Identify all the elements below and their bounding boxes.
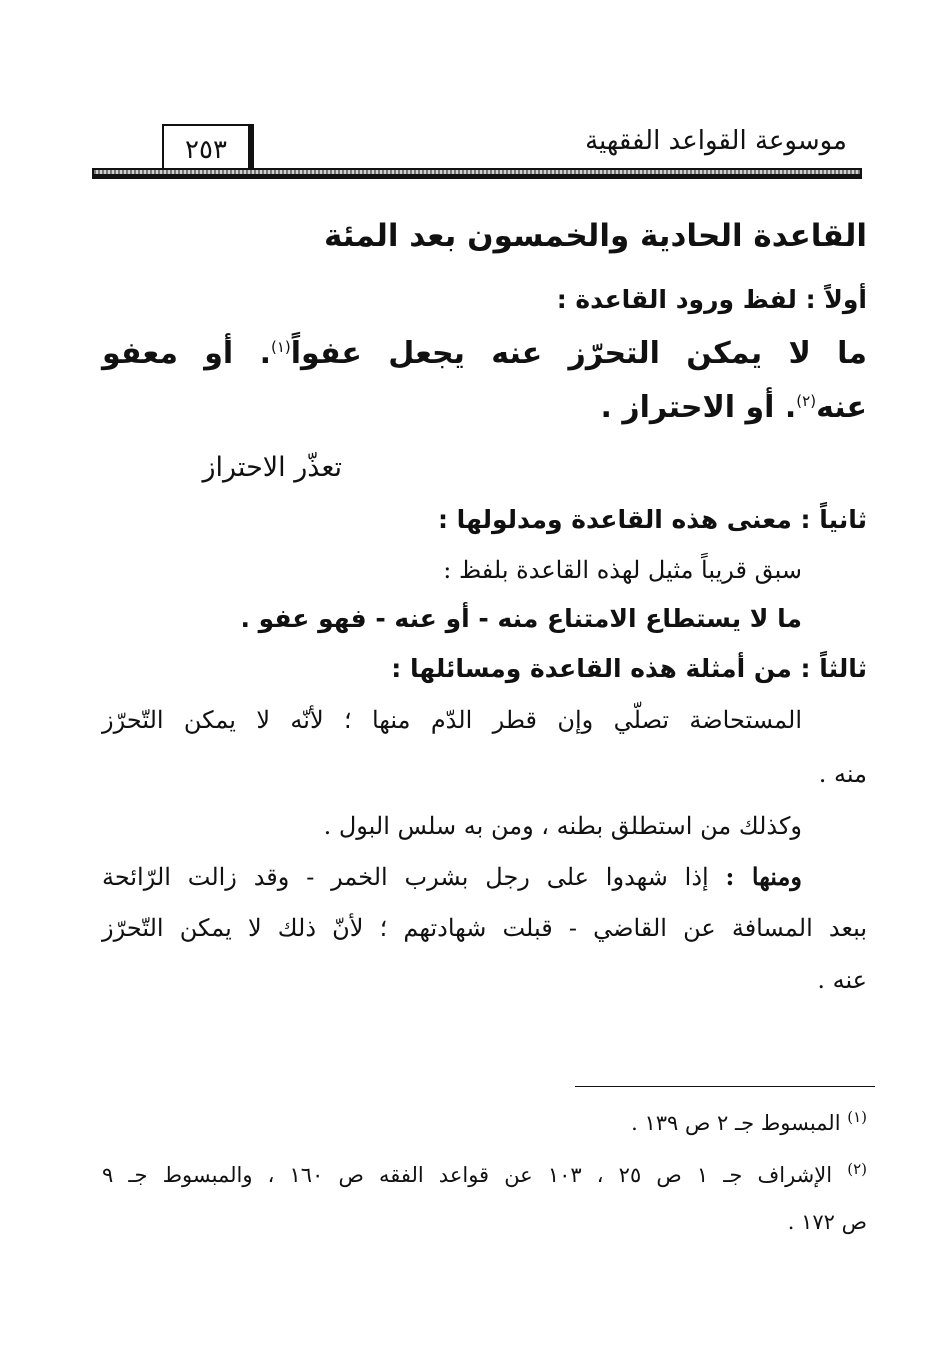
footnote-text: الإشراف جـ ١ ص ٢٥ ، ١٠٣ عن قواعد الفقه ص ١٦٠ ، والمبسوط جـ ٩ [102,1163,833,1187]
example1-line1: المستحاضة تصلّي وإن قطر الدّم منها ؛ لأنّه لا يمكن التّحرّز [102,706,802,734]
page-number-box [162,124,254,174]
section1-heading: أولاً : لفظ ورود القاعدة : [556,285,867,314]
footnote-1 [631,1108,867,1135]
footnote-ref-2[interactable]: (٢) [796,392,817,410]
section2-quote: ما لا يستطاع الامتناع منه - أو عنه - فهو عفو . [240,604,802,633]
footnote-number: (١) [847,1108,867,1126]
header-rule-underline [92,176,862,179]
example3-line3: عنه . [817,966,867,994]
rule-text-part: ما لا يمكن التحرّز عنه يجعل عفواً [290,336,867,371]
example2: وكذلك من استطلق بطنه ، ومن به سلس البول . [323,812,802,840]
footnote-number: (٢) [847,1160,867,1178]
rule-text-line1 [102,336,867,371]
example3-line2: ببعد المسافة عن القاضي - قبلت شهادتهم ؛ لأنّ ذلك لا يمكن التّحرّز [102,914,867,942]
section2-intro: سبق قريباً مثيل لهذه القاعدة بلفظ : [443,556,802,584]
footnote-2-continued: ص ١٧٢ . [787,1210,867,1234]
footnote-text: المبسوط جـ ٢ ص ١٣٩ . [631,1111,841,1135]
rule-text-part: . أو الاحتراز . [600,390,797,425]
rule-text-part: . أو معفو [102,336,271,371]
footnote-ref-1[interactable]: (١) [270,338,291,356]
example3-label: ومنها : [725,862,802,891]
rule-text-line2 [601,390,867,425]
example3-line1 [102,862,867,891]
section3-heading: ثالثاً : من أمثلة هذه القاعدة ومسائلها : [391,654,867,683]
example1-line2: منه . [818,760,867,788]
section2-heading: ثانياً : معنى هذه القاعدة ومدلولها : [437,505,867,534]
rule-text-part: عنه [816,390,867,425]
running-header-title: موسوعة القواعد الفقهية [585,126,847,156]
rule-variant: تعذّر الاحتراز [202,452,342,483]
rule-heading: القاعدة الحادية والخمسون بعد المئة [323,218,867,254]
page-number: ٢٥٣ [185,135,227,165]
footnote-2 [102,1160,867,1187]
header-rule [92,168,862,176]
example3-text: إذا شهدوا على رجل بشرب الخمر - وقد زالت الرّائحة [102,863,709,891]
footnote-separator [575,1086,875,1087]
